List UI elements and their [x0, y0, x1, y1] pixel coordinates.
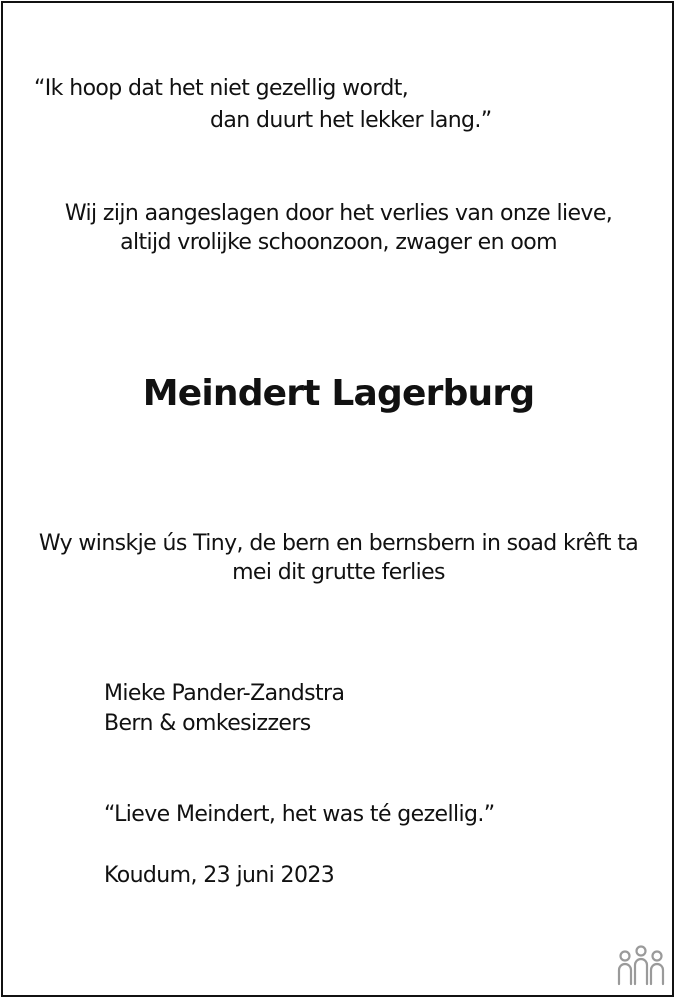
- deceased-name: Meindert Lagerburg: [142, 373, 535, 414]
- place-date: Koudum, 23 juni 2023: [104, 863, 335, 888]
- intro-line-2: altijd vrolijke schoonzoon, zwager en oom: [120, 230, 557, 255]
- signatory-line-1: Mieke Pander-Zandstra: [104, 681, 345, 706]
- wish-line-2: mei dit grutte ferlies: [232, 560, 445, 585]
- people-group-icon: [617, 944, 665, 988]
- intro-line-1: Wij zijn aangeslagen door het verlies van onze lieve,: [64, 201, 613, 226]
- closing-quote: “Lieve Meindert, het was té gezellig.”: [104, 802, 495, 827]
- opening-quote-line-2: dan duurt het lekker lang.”: [210, 108, 492, 133]
- wish-line-1: Wy winskje ús Tiny, de bern en bernsbern in soad krêft ta: [38, 531, 639, 556]
- opening-quote-line-1: “Ik hoop dat het niet gezellig wordt,: [34, 76, 409, 101]
- signatory-line-2: Bern & omkesizzers: [104, 711, 311, 736]
- announcement-border: [1, 1, 674, 997]
